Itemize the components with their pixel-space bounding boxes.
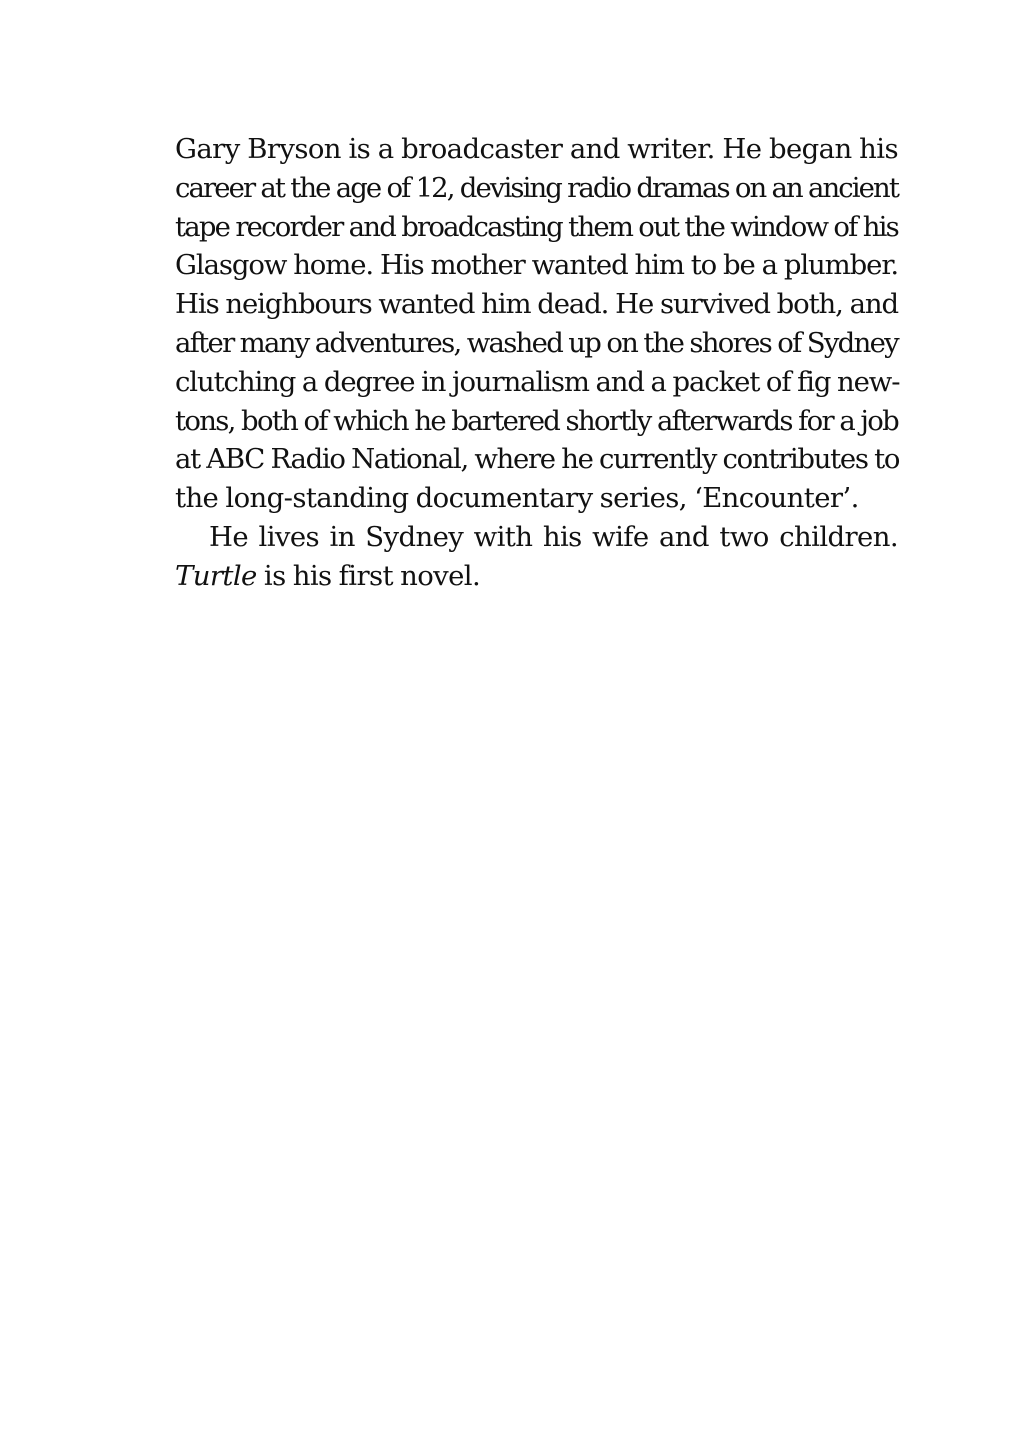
bio-line: tons, both of which he bartered shortly afterwards for a job (175, 404, 898, 437)
bio-line: His neighbours wanted him dead. He survived both, and (175, 288, 898, 321)
bio-line: the long-standing documentary series, ‘Encounter’. (175, 482, 859, 515)
bio-line: He lives in Sydney with his wife and two children. (209, 520, 898, 553)
bio-paragraph-2 (175, 518, 898, 596)
author-bio (175, 130, 898, 596)
book-title: Turtle (175, 559, 257, 592)
bio-line: after many adventures, washed up on the shores of Sydney (175, 326, 898, 359)
bio-line: career at the age of 12, devising radio dramas on an ancient (175, 171, 898, 204)
bio-line: tape recorder and broadcasting them out the window of his (175, 210, 898, 243)
bio-line (175, 557, 898, 596)
bio-line: Gary Bryson is a broadcaster and writer. He began his (175, 133, 898, 165)
bio-paragraph-1 (175, 130, 898, 518)
bio-line: Glasgow home. His mother wanted him to be a plumber. (175, 249, 898, 282)
bio-line: clutching a degree in journalism and a packet of fig new- (175, 365, 900, 398)
bio-line-text: is his first novel. (256, 559, 481, 592)
bio-line: at ABC Radio National, where he currently contributes to (175, 443, 900, 476)
